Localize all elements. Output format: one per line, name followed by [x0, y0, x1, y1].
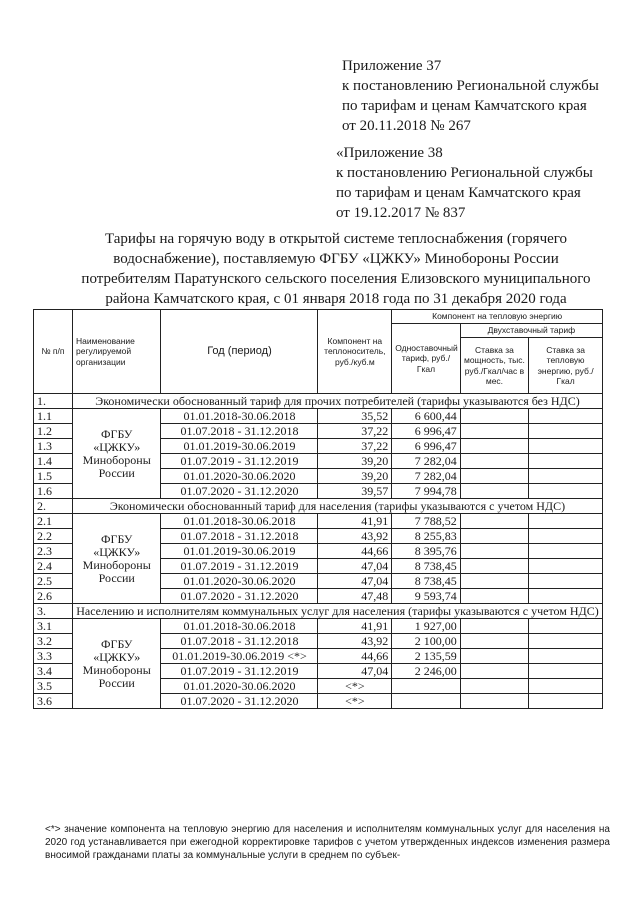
- period-cell: 01.01.2020-30.06.2020: [161, 679, 318, 694]
- period-cell: 01.01.2018-30.06.2018: [161, 514, 318, 529]
- component-cell: <*>: [318, 679, 392, 694]
- period-cell: 01.01.2019-30.06.2019 <*>: [161, 649, 318, 664]
- capacity-cell: [460, 439, 528, 454]
- section-title: Населению и исполнителям коммунальных услуг для населения (тарифы указываются с учетом НДС): [72, 604, 602, 619]
- capacity-cell: [460, 529, 528, 544]
- component-cell: <*>: [318, 694, 392, 709]
- org-line: Минобороны: [82, 557, 151, 572]
- org-line: Минобороны: [82, 452, 151, 467]
- row-number: 1.1: [34, 409, 73, 424]
- component-cell: 43,92: [318, 634, 392, 649]
- period-cell: 01.01.2019-30.06.2019: [161, 439, 318, 454]
- capacity-cell: [460, 514, 528, 529]
- table-row: [34, 619, 603, 634]
- component-cell: 47,48: [318, 589, 392, 604]
- header-two-rate: Двухставочный тариф: [460, 324, 602, 338]
- title-line: потребителям Паратунского сельского поселения Елизовского муниципального: [81, 271, 591, 287]
- period-cell: 01.01.2019-30.06.2019: [161, 544, 318, 559]
- energy-cell: [529, 559, 603, 574]
- annex-line: к постановлению Региональной службы: [342, 78, 599, 94]
- period-cell: 01.07.2020 - 31.12.2020: [161, 589, 318, 604]
- row-number: 1.4: [34, 454, 73, 469]
- header-energy: Ставка за тепловую энергию, руб./Гкал: [529, 338, 603, 394]
- annex-line: «Приложение 38: [336, 145, 443, 161]
- header-num: № п/п: [34, 310, 73, 394]
- annex-37-header: [342, 56, 599, 136]
- component-cell: 44,66: [318, 544, 392, 559]
- org-line: России: [98, 675, 135, 690]
- period-cell: 01.07.2018 - 31.12.2018: [161, 424, 318, 439]
- table-row: [34, 514, 603, 529]
- header-org: Наименование регулируемой организации: [72, 310, 161, 394]
- component-cell: 39,20: [318, 469, 392, 484]
- component-cell: 41,91: [318, 619, 392, 634]
- section-row: [34, 604, 603, 619]
- period-cell: 01.07.2019 - 31.12.2019: [161, 664, 318, 679]
- capacity-cell: [460, 634, 528, 649]
- capacity-cell: [460, 574, 528, 589]
- row-number: 2.5: [34, 574, 73, 589]
- one-rate-cell: [392, 694, 460, 709]
- section-number: 2.: [34, 499, 73, 514]
- one-rate-cell: 1 927,00: [392, 619, 460, 634]
- capacity-cell: [460, 424, 528, 439]
- tariff-table: [33, 309, 603, 709]
- energy-cell: [529, 514, 603, 529]
- row-number: 2.3: [34, 544, 73, 559]
- energy-cell: [529, 589, 603, 604]
- component-cell: 47,04: [318, 664, 392, 679]
- energy-cell: [529, 574, 603, 589]
- annex-line: к постановлению Региональной службы: [336, 165, 593, 181]
- energy-cell: [529, 424, 603, 439]
- annex-line: от 20.11.2018 № 267: [342, 118, 471, 134]
- energy-cell: [529, 439, 603, 454]
- one-rate-cell: 6 996,47: [392, 439, 460, 454]
- energy-cell: [529, 529, 603, 544]
- org-line: Минобороны: [82, 662, 151, 677]
- row-number: 1.6: [34, 484, 73, 499]
- one-rate-cell: 2 135,59: [392, 649, 460, 664]
- period-cell: 01.07.2019 - 31.12.2019: [161, 454, 318, 469]
- period-cell: 01.01.2020-30.06.2020: [161, 574, 318, 589]
- capacity-cell: [460, 664, 528, 679]
- component-cell: 47,04: [318, 574, 392, 589]
- row-number: 3.5: [34, 679, 73, 694]
- energy-cell: [529, 409, 603, 424]
- one-rate-cell: 2 246,00: [392, 664, 460, 679]
- title-line: водоснабжение), поставляемую ФГБУ «ЦЖКУ» Минобороны России: [113, 251, 559, 267]
- period-cell: 01.01.2018-30.06.2018: [161, 619, 318, 634]
- row-number: 2.6: [34, 589, 73, 604]
- component-cell: 35,52: [318, 409, 392, 424]
- one-rate-cell: 8 738,45: [392, 574, 460, 589]
- title-line: Тарифы на горячую воду в открытой системе теплоснабжения (горячего: [104, 231, 568, 247]
- section-number: 3.: [34, 604, 73, 619]
- period-cell: 01.01.2020-30.06.2020: [161, 469, 318, 484]
- capacity-cell: [460, 454, 528, 469]
- component-cell: 37,22: [318, 439, 392, 454]
- period-cell: 01.01.2018-30.06.2018: [161, 409, 318, 424]
- section-title: Экономически обоснованный тариф для прочих потребителей (тарифы указываются без НДС): [72, 394, 602, 409]
- row-number: 1.2: [34, 424, 73, 439]
- org-line: ФГБУ: [101, 426, 133, 441]
- one-rate-cell: [392, 679, 460, 694]
- section-number: 1.: [34, 394, 73, 409]
- energy-cell: [529, 649, 603, 664]
- one-rate-cell: 9 593,74: [392, 589, 460, 604]
- component-cell: 37,22: [318, 424, 392, 439]
- table-row: [34, 409, 603, 424]
- one-rate-cell: 7 282,04: [392, 469, 460, 484]
- energy-cell: [529, 664, 603, 679]
- capacity-cell: [460, 559, 528, 574]
- row-number: 1.5: [34, 469, 73, 484]
- capacity-cell: [460, 544, 528, 559]
- energy-cell: [529, 454, 603, 469]
- section-title: Экономически обоснованный тариф для населения (тарифы указываются с учетом НДС): [72, 499, 602, 514]
- annex-line: по тарифам и ценам Камчатского края: [336, 185, 581, 201]
- org-line: ФГБУ: [101, 636, 133, 651]
- period-cell: 01.07.2019 - 31.12.2019: [161, 559, 318, 574]
- capacity-cell: [460, 484, 528, 499]
- energy-cell: [529, 634, 603, 649]
- annex-38-header: [336, 143, 593, 223]
- org-line: ФГБУ: [101, 531, 133, 546]
- one-rate-cell: 7 994,78: [392, 484, 460, 499]
- header-one-rate: Одноставочный тариф, руб./Гкал: [392, 324, 460, 394]
- component-cell: 41,91: [318, 514, 392, 529]
- section-row: [34, 394, 603, 409]
- row-number: 1.3: [34, 439, 73, 454]
- header-period: Год (период): [161, 310, 318, 394]
- component-cell: 43,92: [318, 529, 392, 544]
- annex-line: от 19.12.2017 № 837: [336, 205, 466, 221]
- annex-line: по тарифам и ценам Камчатского края: [342, 98, 587, 114]
- energy-cell: [529, 619, 603, 634]
- component-cell: 44,66: [318, 649, 392, 664]
- org-line: «ЦЖКУ»: [93, 544, 141, 559]
- row-number: 3.1: [34, 619, 73, 634]
- component-cell: 47,04: [318, 559, 392, 574]
- footnote: <*> значение компонента на тепловую энергию для населения и исполнителям коммунальных услуг для населения на 2020 год устанавливается при ежегодной корректировке тарифов с учетом утвержденных индексов изменения размера вносимой гражданами платы за коммунальные услуги в среднем по субъек-: [45, 824, 610, 861]
- capacity-cell: [460, 679, 528, 694]
- row-number: 2.2: [34, 529, 73, 544]
- one-rate-cell: 6 996,47: [392, 424, 460, 439]
- annex-line: Приложение 37: [342, 58, 442, 74]
- org-line: России: [98, 465, 135, 480]
- period-cell: 01.07.2020 - 31.12.2020: [161, 484, 318, 499]
- capacity-cell: [460, 409, 528, 424]
- document-title: [62, 229, 610, 309]
- capacity-cell: [460, 469, 528, 484]
- header-component: Компонент на теплоноситель, руб./куб.м: [318, 310, 392, 394]
- org-line: России: [98, 570, 135, 585]
- one-rate-cell: 7 282,04: [392, 454, 460, 469]
- period-cell: 01.07.2018 - 31.12.2018: [161, 529, 318, 544]
- component-cell: 39,57: [318, 484, 392, 499]
- row-number: 3.2: [34, 634, 73, 649]
- row-number: 3.6: [34, 694, 73, 709]
- title-line: района Камчатского края, с 01 января 2018 года по 31 декабря 2020 года: [105, 291, 567, 307]
- one-rate-cell: 2 100,00: [392, 634, 460, 649]
- capacity-cell: [460, 589, 528, 604]
- energy-cell: [529, 694, 603, 709]
- header-energy-group: Компонент на тепловую энергию: [392, 310, 603, 324]
- energy-cell: [529, 679, 603, 694]
- row-number: 2.1: [34, 514, 73, 529]
- org-line: «ЦЖКУ»: [93, 649, 141, 664]
- org-line: «ЦЖКУ»: [93, 439, 141, 454]
- capacity-cell: [460, 619, 528, 634]
- one-rate-cell: 8 395,76: [392, 544, 460, 559]
- header-capacity: Ставка за мощность, тыс. руб./Гкал/час в мес.: [460, 338, 528, 394]
- row-number: 3.4: [34, 664, 73, 679]
- component-cell: 39,20: [318, 454, 392, 469]
- energy-cell: [529, 469, 603, 484]
- org-name: [72, 619, 161, 709]
- one-rate-cell: 8 738,45: [392, 559, 460, 574]
- org-name: [72, 409, 161, 499]
- section-row: [34, 499, 603, 514]
- energy-cell: [529, 484, 603, 499]
- period-cell: 01.07.2018 - 31.12.2018: [161, 634, 318, 649]
- one-rate-cell: 7 788,52: [392, 514, 460, 529]
- one-rate-cell: 6 600,44: [392, 409, 460, 424]
- row-number: 3.3: [34, 649, 73, 664]
- capacity-cell: [460, 694, 528, 709]
- one-rate-cell: 8 255,83: [392, 529, 460, 544]
- energy-cell: [529, 544, 603, 559]
- row-number: 2.4: [34, 559, 73, 574]
- org-name: [72, 514, 161, 604]
- capacity-cell: [460, 649, 528, 664]
- period-cell: 01.07.2020 - 31.12.2020: [161, 694, 318, 709]
